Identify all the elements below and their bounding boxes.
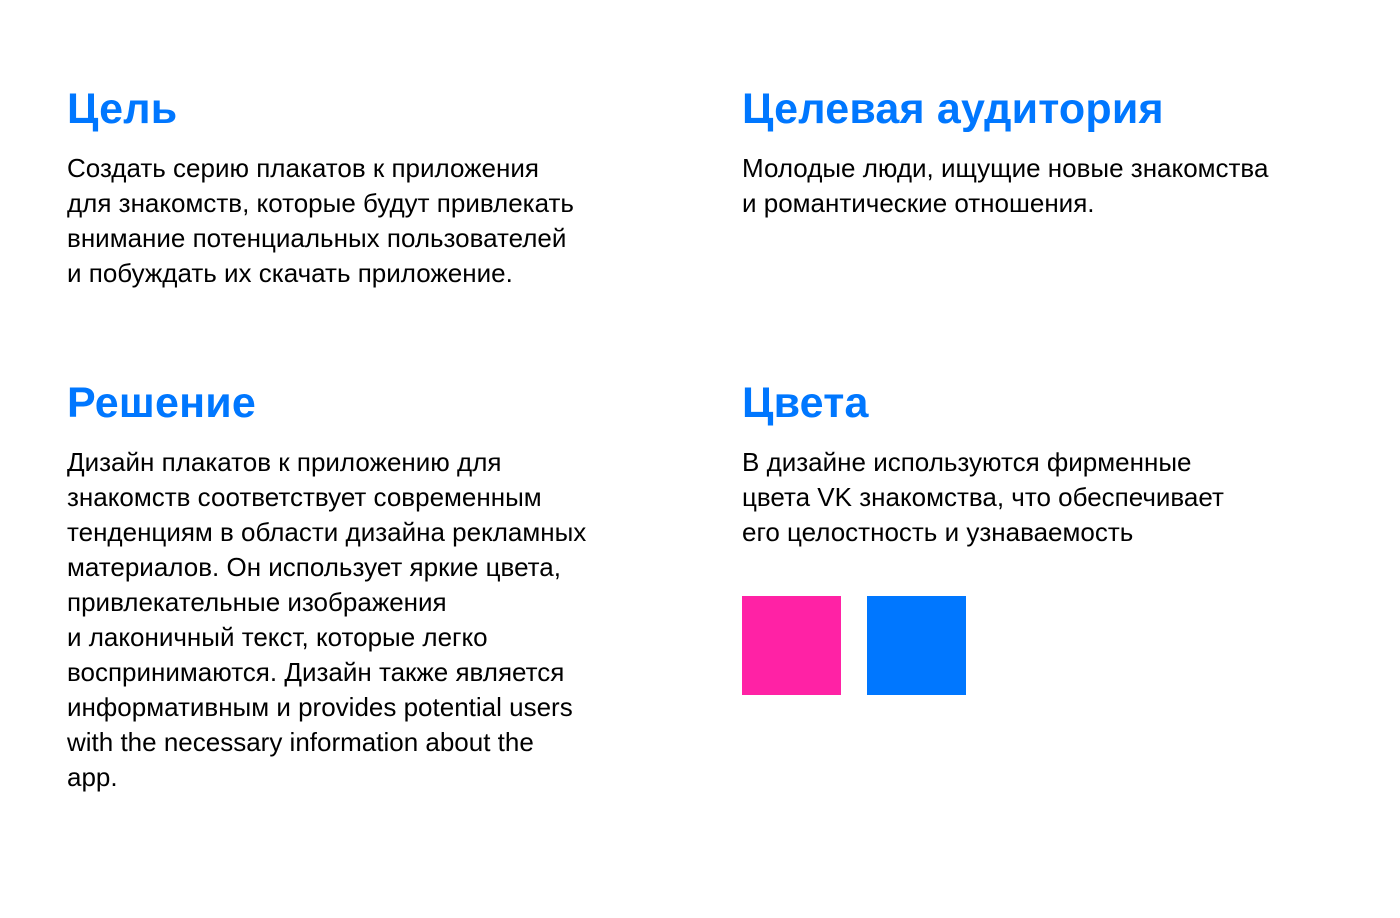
audience-text: Молодые люди, ищущие новые знакомства и романтические отношения. <box>742 153 1269 218</box>
color-swatches <box>742 596 966 695</box>
audience-heading: Целевая аудитория <box>742 85 1164 133</box>
colors-text: В дизайне используются фирменные цвета VK знакомства, что обеспечивает его целостность и узнаваемость <box>742 447 1224 547</box>
solution-text: Дизайн плакатов к приложению для знакомств соответствует современным тенденциям в области дизайна рекламных материалов. Он использует яркие цвета, привлекательные изображения и лаконичный текст, которые легко воспринимаются. Дизайн также является информативным и provides potential users with the necessary information about the app. <box>67 447 587 792</box>
goal-section <box>67 83 687 291</box>
colors-heading: Цвета <box>742 379 869 427</box>
solution-section <box>67 377 687 795</box>
blue-color-swatch <box>867 596 966 695</box>
colors-section <box>742 377 1382 550</box>
solution-heading: Решение <box>67 379 257 427</box>
audience-section <box>742 83 1382 221</box>
pink-color-swatch <box>742 596 841 695</box>
goal-text: Создать серию плакатов к приложения для знакомств, которые будут привлекать внимание потенциальных пользователей и побуждать их скачать приложение. <box>67 153 574 288</box>
goal-heading: Цель <box>67 85 178 133</box>
